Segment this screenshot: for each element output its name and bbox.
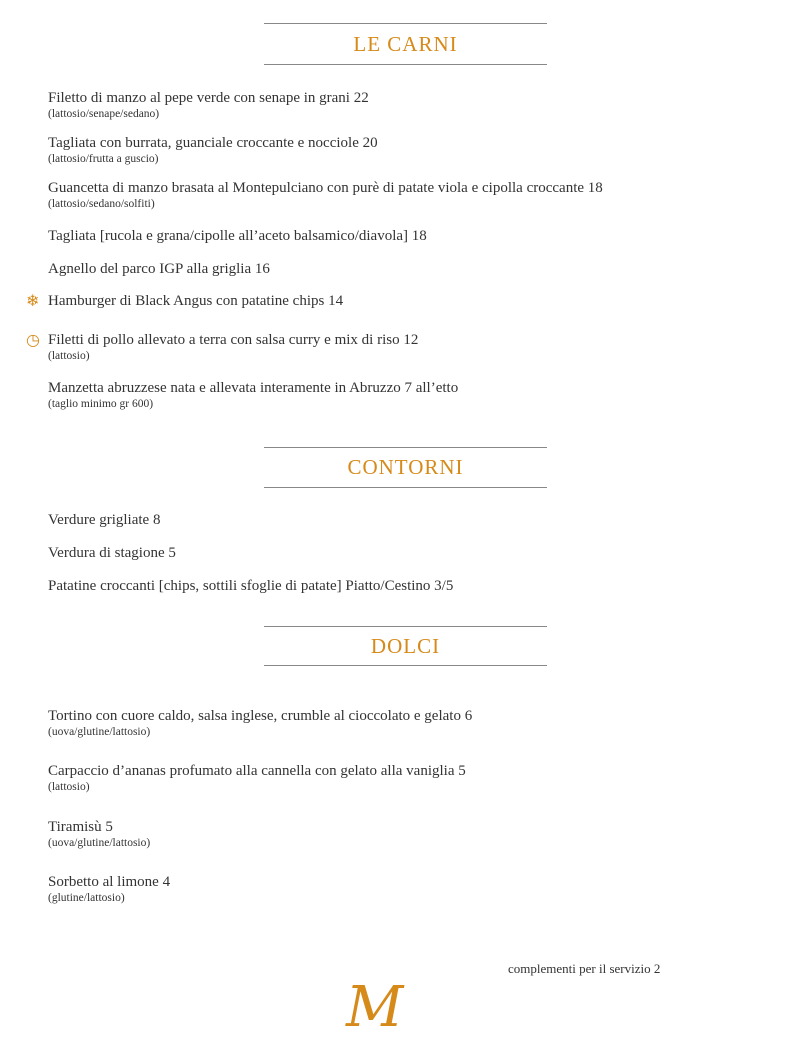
menu-item-allergens: (lattosio/senape/sedano) bbox=[48, 108, 160, 120]
menu-item-name: Sorbetto al limone 4 bbox=[48, 874, 171, 890]
menu-item bbox=[48, 762, 466, 794]
menu-item-allergens: (lattosio) bbox=[48, 350, 90, 362]
clock-icon: ◷ bbox=[26, 330, 40, 349]
menu-item-allergens: (lattosio/frutta a guscio) bbox=[48, 153, 159, 165]
menu-item bbox=[48, 227, 427, 245]
menu-item-name: Filetti di pollo allevato a terra con salsa curry e mix di riso 12 bbox=[48, 332, 419, 348]
menu-item bbox=[48, 577, 453, 595]
menu-item bbox=[26, 291, 344, 310]
menu-item-name: Guancetta di manzo brasata al Montepulciano con purè di patate viola e cipolla croccante 18 bbox=[48, 180, 603, 196]
restaurant-logo: M bbox=[346, 975, 404, 1040]
menu-item-allergens: (lattosio) bbox=[48, 781, 90, 793]
service-charge-note: complementi per il servizio 2 bbox=[508, 961, 661, 976]
menu-item bbox=[48, 134, 378, 166]
menu-item-name: Verdura di stagione 5 bbox=[48, 545, 176, 561]
menu-item-name: Tagliata con burrata, guanciale croccante e nocciole 20 bbox=[48, 135, 378, 151]
menu-item bbox=[26, 330, 419, 363]
menu-item-name: Agnello del parco IGP alla griglia 16 bbox=[48, 261, 270, 277]
menu-item-allergens: (lattosio/sedano/solfiti) bbox=[48, 198, 155, 210]
menu-item-allergens: (uova/glutine/lattosio) bbox=[48, 726, 151, 738]
menu-item-name: Carpaccio d’ananas profumato alla cannella con gelato alla vaniglia 5 bbox=[48, 763, 466, 779]
menu-item-name: Verdure grigliate 8 bbox=[48, 512, 161, 528]
snowflake-icon: ❄ bbox=[26, 291, 40, 310]
menu-item-name: Patatine croccanti [chips, sottili sfoglie di patate] Piatto/Cestino 3/5 bbox=[48, 578, 454, 594]
menu-item bbox=[48, 379, 458, 411]
section-heading: DOLCI bbox=[264, 626, 547, 666]
menu-item-name: Hamburger di Black Angus con patatine chips 14 bbox=[48, 293, 344, 309]
menu-item bbox=[48, 873, 170, 905]
menu-item-allergens: (uova/glutine/lattosio) bbox=[48, 837, 151, 849]
menu-item bbox=[48, 179, 603, 211]
menu-item bbox=[48, 544, 176, 562]
section-heading: LE CARNI bbox=[264, 23, 547, 65]
menu-item-allergens: (glutine/lattosio) bbox=[48, 892, 125, 904]
menu-item-name: Tagliata [rucola e grana/cipolle all’aceto balsamico/diavola] 18 bbox=[48, 228, 427, 244]
menu-item-name: Manzetta abruzzese nata e allevata interamente in Abruzzo 7 all’etto bbox=[48, 380, 459, 396]
menu-item bbox=[48, 511, 160, 529]
menu-item bbox=[48, 260, 270, 278]
section-heading: CONTORNI bbox=[264, 447, 547, 488]
menu-item-name: Tortino con cuore caldo, salsa inglese, crumble al cioccolato e gelato 6 bbox=[48, 708, 473, 724]
menu-item bbox=[48, 89, 369, 121]
menu-item bbox=[48, 707, 472, 739]
menu-item bbox=[48, 818, 150, 850]
menu-item-name: Tiramisù 5 bbox=[48, 819, 113, 835]
menu-item-allergens: (taglio minimo gr 600) bbox=[48, 398, 154, 410]
menu-item-name: Filetto di manzo al pepe verde con senape in grani 22 bbox=[48, 90, 369, 106]
